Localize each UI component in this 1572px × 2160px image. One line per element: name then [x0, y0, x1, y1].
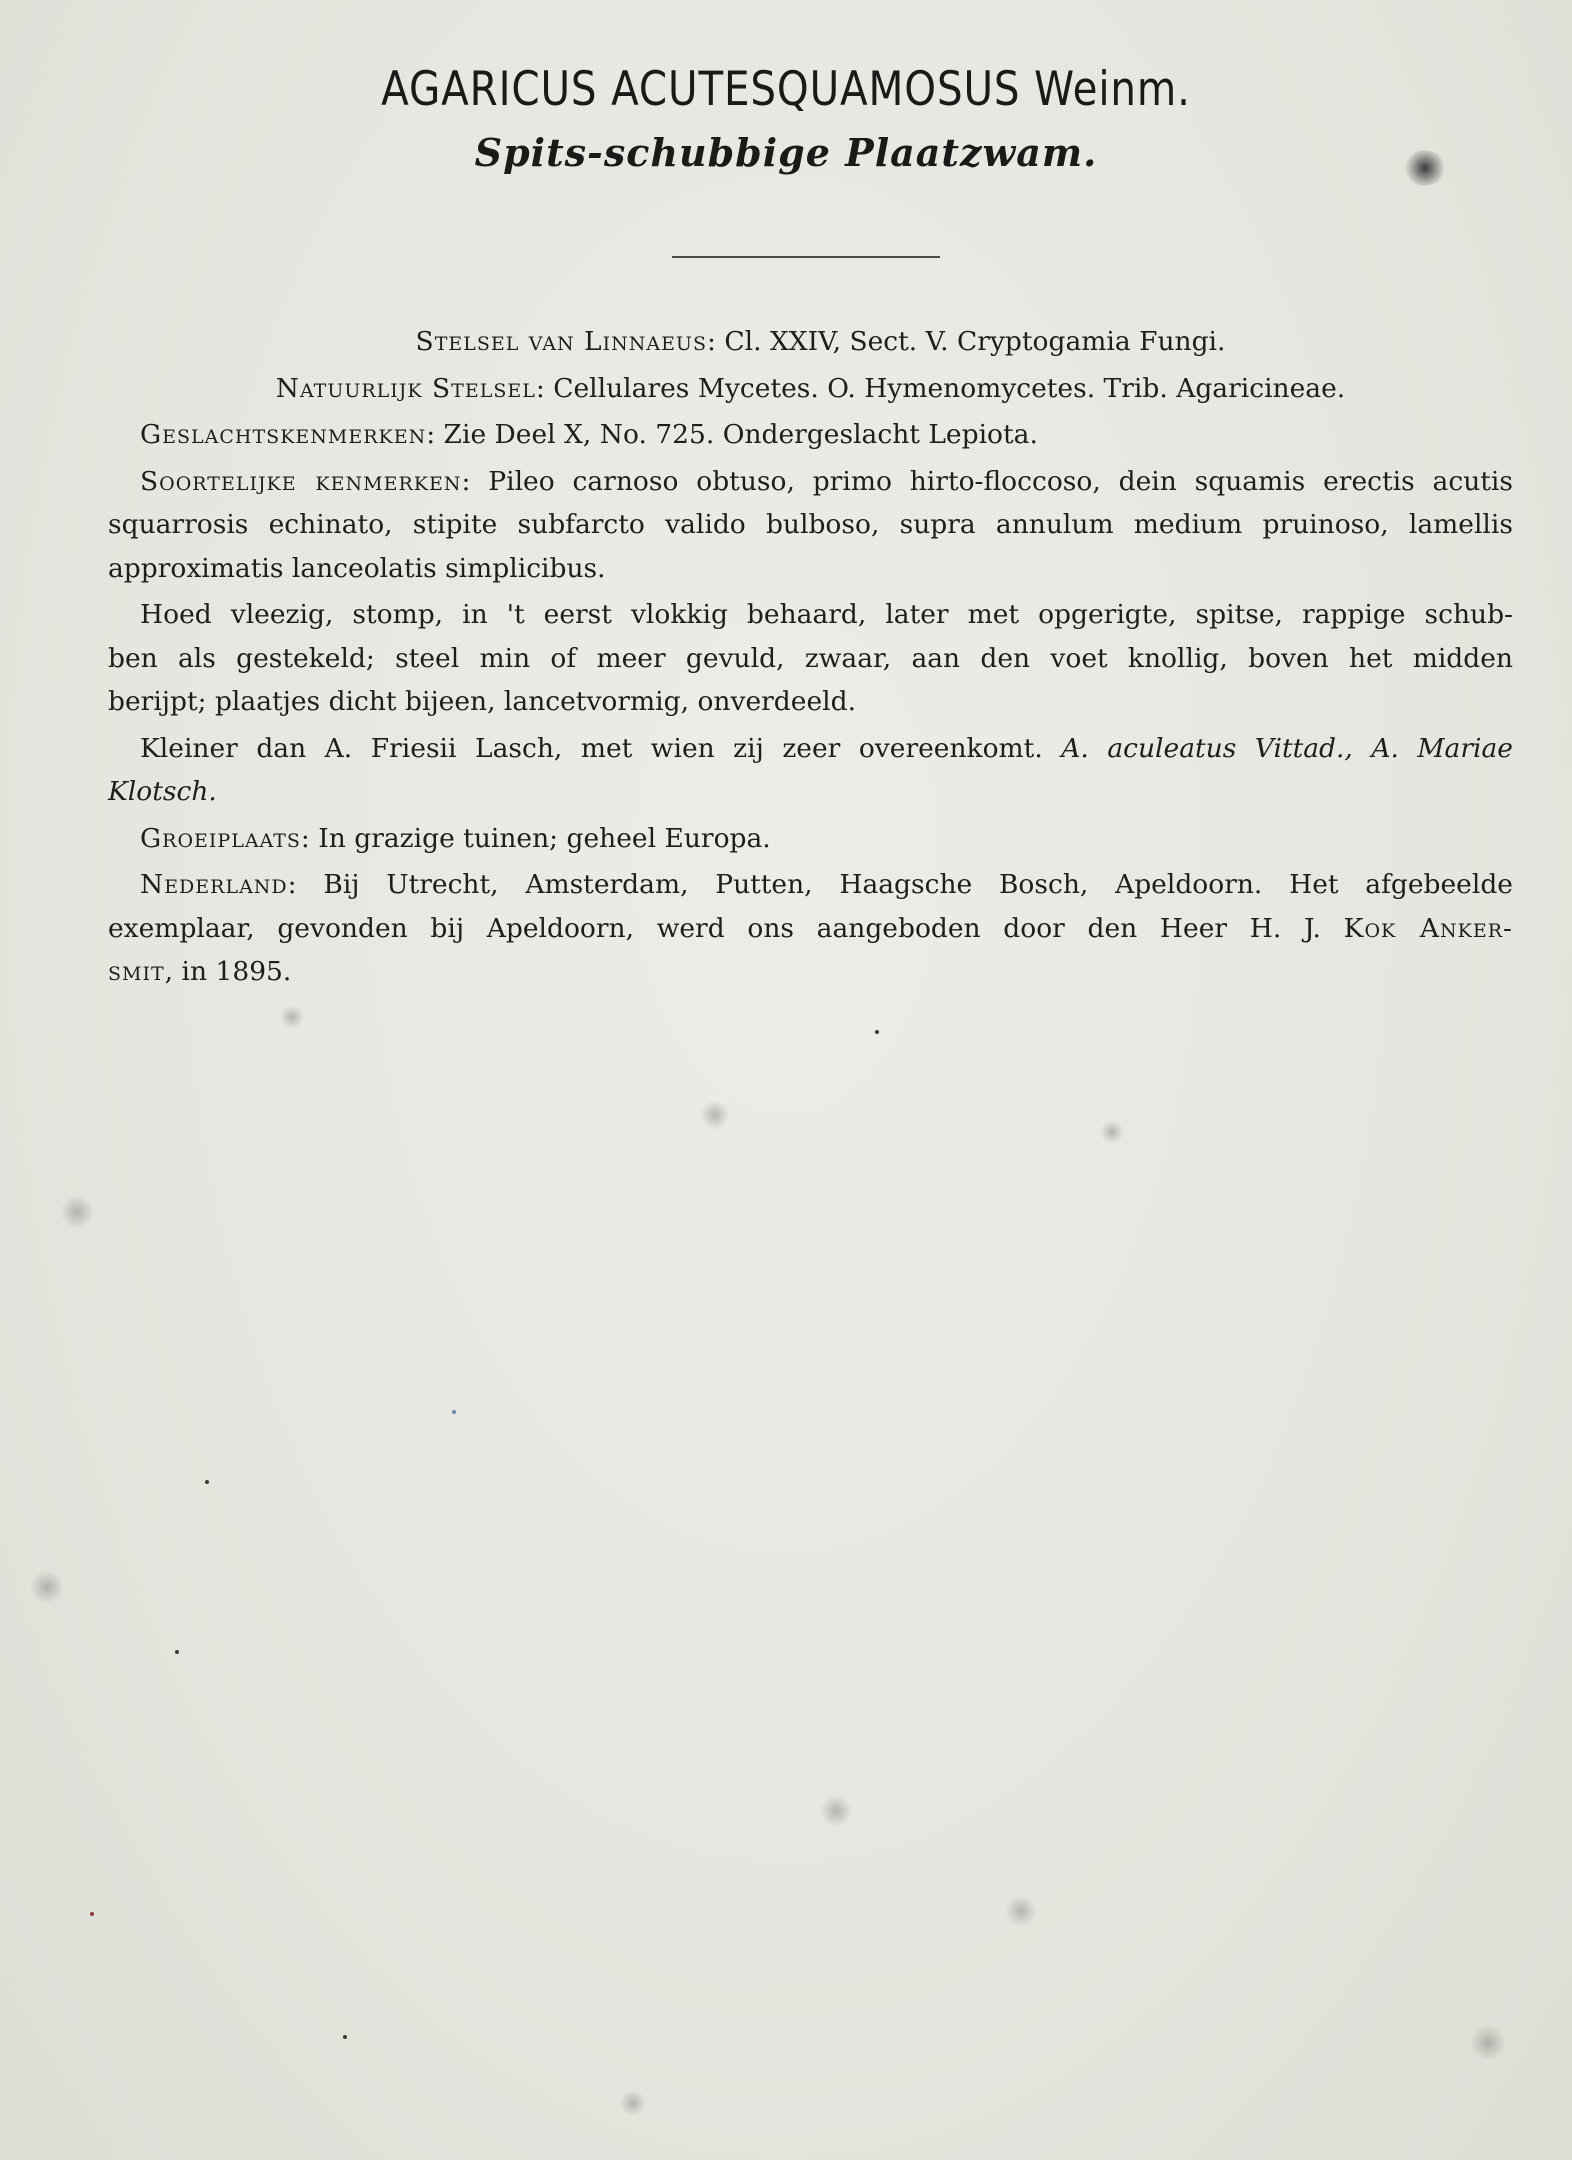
- linnaeus-line: [108, 320, 1513, 364]
- netherlands-text-3: , in 1895.: [164, 956, 292, 987]
- dutch-description-line-3: berijpt; plaatjes dicht bijeen, lancetvormig, onverdeeld.: [108, 686, 856, 717]
- linnaeus-text: : Cl. XXIV, Sect. V. Cryptogamia Fungi.: [706, 326, 1226, 357]
- habitat-label: Groeiplaats: [140, 822, 301, 854]
- genus-label: Geslachtskenmerken: [140, 419, 427, 450]
- species-line-2: squarrosis echinato, stipite subfarcto valido bulboso, supra annulum medium pruinoso, lamellis: [108, 509, 1513, 540]
- foxing-spot: [820, 1795, 852, 1827]
- donor-name: Kok Anker-: [1343, 912, 1513, 944]
- species-line-3: approximatis lanceolatis simplicibus.: [108, 552, 606, 584]
- synonyms-text: A. aculeatus Vittad., A. Mariae: [1061, 732, 1513, 764]
- donor-name-continued: smit: [108, 956, 165, 987]
- speck: [452, 1410, 456, 1414]
- linnaeus-label: Stelsel van Linnaeus: [415, 326, 707, 357]
- species-text-1: : Pileo carnoso obtuso, primo hirto-floccoso, dein squamis erectis acutis: [461, 465, 1513, 497]
- foxing-spot: [1005, 1895, 1037, 1927]
- foxing-spot: [700, 1100, 730, 1130]
- dutch-description-line-1: Hoed vleezig, stomp, in 't eerst vlokkig behaard, later met opgerigte, spitse, rappige schub-: [140, 599, 1513, 630]
- title-divider: [672, 256, 940, 258]
- genus-text: : Zie Deel X, No. 725. Ondergeslacht Lepiota.: [426, 419, 1038, 450]
- foxing-spot: [1470, 2025, 1506, 2061]
- comparison-text: Kleiner dan A. Friesii Lasch, met wien zij zeer overeenkomt.: [140, 732, 1043, 764]
- species-line-1: [108, 460, 1513, 504]
- netherlands-line-2: [108, 907, 1513, 951]
- species-label: Soortelijke kenmerken: [140, 465, 462, 497]
- comparison-line-2: Klotsch.: [108, 776, 217, 807]
- habitat-line: [108, 817, 1513, 861]
- foxing-spot: [280, 1005, 304, 1029]
- natural-system-text: : Cellulares Mycetes. O. Hymenomycetes. Trib. Agaricineae.: [535, 372, 1346, 404]
- genus-line: [108, 413, 1513, 457]
- netherlands-line-1: [108, 863, 1513, 907]
- foxing-spot: [60, 1195, 94, 1229]
- speck: [875, 1030, 879, 1034]
- speck: [90, 1912, 94, 1916]
- page-title: AGARICUS ACUTESQUAMOSUS Weinm.: [381, 62, 1191, 117]
- speck: [175, 1650, 179, 1654]
- habitat-text: : In grazige tuinen; geheel Europa.: [300, 822, 771, 854]
- natural-system-label: Natuurlijk Stelsel: [275, 372, 536, 404]
- netherlands-text-1: : Bij Utrecht, Amsterdam, Putten, Haagsche Bosch, Apeldoorn. Het afgebeelde: [287, 869, 1513, 900]
- description-body: [108, 320, 1513, 994]
- netherlands-line-3: [108, 950, 1513, 994]
- page-subtitle: Spits-schubbige Plaatzwam.: [474, 130, 1098, 175]
- netherlands-label: Nederland: [140, 869, 288, 900]
- natural-system-line: [108, 367, 1513, 411]
- speck: [343, 2035, 347, 2039]
- netherlands-text-2: exemplaar, gevonden bij Apeldoorn, werd ons aangeboden door den Heer H. J.: [108, 912, 1321, 944]
- foxing-spot: [1100, 1120, 1124, 1144]
- dutch-description-line-2: ben als gestekeld; steel min of meer gevuld, zwaar, aan den voet knollig, boven het midden: [108, 642, 1513, 674]
- comparison-line-1: [108, 727, 1513, 771]
- foxing-spot: [620, 2090, 646, 2116]
- foxing-spot: [30, 1570, 64, 1604]
- speck: [205, 1480, 209, 1484]
